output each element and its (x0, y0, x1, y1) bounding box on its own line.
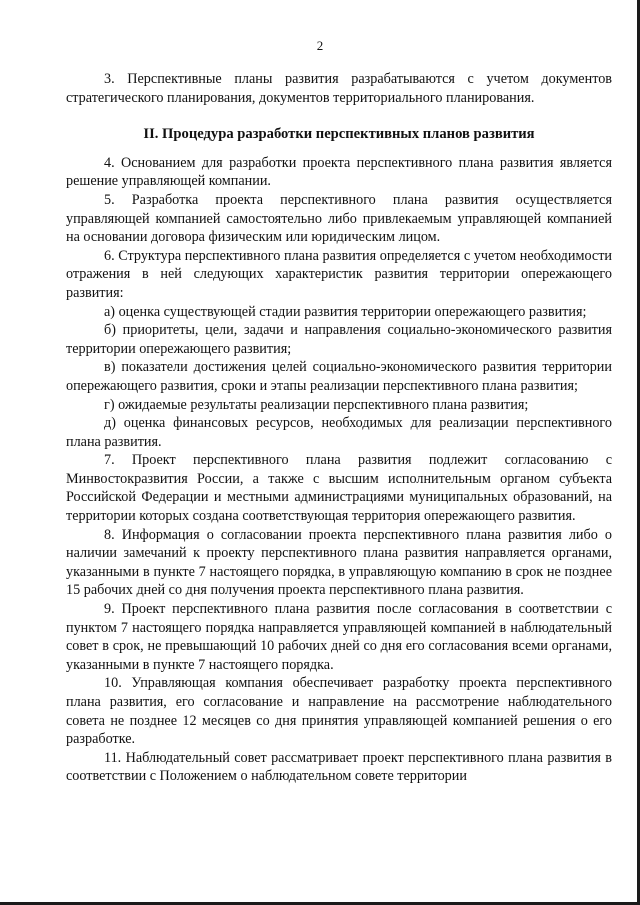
paragraph-8: 8. Информация о согласовании проекта перспективного плана развития либо о наличии замечаний к проекту перспективного плана развития направляется органами, указанными в пункте 7 настоящего порядка, в управляющую компанию в срок не позднее 15 рабочих дней со дня получения проекта перспективного плана развития. (66, 526, 612, 599)
paragraph-5: 5. Разработка проекта перспективного плана развития осуществляется управляющей компанией самостоятельно либо привлекаемым управляющей компанией на основании договора физическим или юридическим лицом. (66, 191, 612, 246)
paragraph-4: 4. Основанием для разработки проекта перспективного плана развития является решение управляющей компании. (66, 154, 612, 190)
paragraph-10: 10. Управляющая компания обеспечивает разработку проекта перспективного плана развития, его согласование и направление на рассмотрение наблюдательного совета не позднее 12 месяцев со дня принятия управляющей компанией решения о его разработке. (66, 675, 612, 748)
paragraph-11: 11. Наблюдательный совет рассматривает проект перспективного плана развития в соответствии с Положением о наблюдательном совете территории (66, 749, 612, 785)
list-item-v: в) показатели достижения целей социально-экономического развития территории опережающего развития, сроки и этапы реализации перспективного плана развития; (66, 359, 612, 394)
list-item-d: д) оценка финансовых ресурсов, необходимых для реализации перспективного плана развития. (66, 415, 612, 450)
list-item-a: а) оценка существующей стадии развития территории опережающего развития; (104, 303, 587, 320)
paragraph-7: 7. Проект перспективного плана развития подлежит согласованию с Минвостокразвития России, а также с высшим исполнительным органом субъекта Российской Федерации и местными администрациями муниципальных образований, на территории которых создана соответствующая территория опережающего развития. (66, 452, 612, 525)
document-body (66, 70, 612, 786)
list-item-b: б) приоритеты, цели, задачи и направления социально-экономического развития территории опережающего развития; (66, 322, 612, 357)
section-heading: II. Процедура разработки перспективных планов развития (143, 126, 535, 143)
page-number: 2 (316, 38, 324, 53)
paragraph-9: 9. Проект перспективного плана развития после согласования в соответствии с пунктом 7 настоящего порядка направляется управляющей компанией в наблюдательный совет в срок, не превышающий 10 рабочих дней со дня его согласования всеми органами, указанными в пункте 7 настоящего порядка. (66, 601, 612, 673)
paragraph-3: 3. Перспективные планы развития разрабатываются с учетом документов стратегического планирования, документов территориального планирования. (66, 71, 612, 106)
list-item-g: г) ожидаемые результаты реализации перспективного плана развития; (104, 396, 529, 413)
paragraph-6: 6. Структура перспективного плана развития определяется с учетом необходимости отражения в ней следующих характеристик развития территории опережающего развития: (66, 247, 612, 301)
